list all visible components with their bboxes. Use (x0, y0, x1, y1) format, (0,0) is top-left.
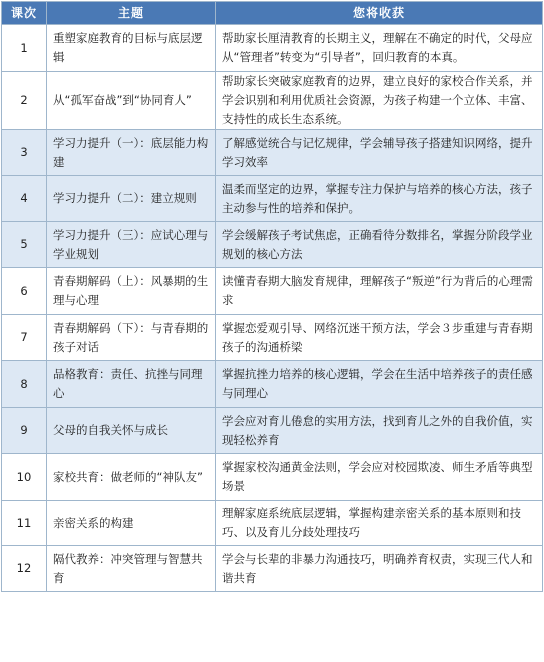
lesson-number-cell: 5 (2, 222, 47, 268)
table-row (2, 454, 543, 501)
gain-cell: 帮助家长厘清教育的长期主义，理解在不确定的时代，父母应从“管理者”转变为“引导者”，回归教育的本真。 (216, 25, 543, 72)
gain-cell: 掌握抗挫力培养的核心逻辑，学会在生活中培养孩子的责任感与同理心 (216, 361, 543, 408)
table-row (2, 315, 543, 361)
lesson-number-cell: 3 (2, 130, 47, 176)
gain-cell: 学会应对育儿倦怠的实用方法，找到育儿之外的自我价值，实现轻松养育 (216, 408, 543, 454)
course-table (1, 1, 543, 592)
gain-cell: 温柔而坚定的边界，掌握专注力保护与培养的核心方法，孩子主动参与性的培养和保护。 (216, 176, 543, 222)
table-row (2, 546, 543, 592)
gain-cell: 学会与长辈的非暴力沟通技巧，明确养育权责，实现三代人和谐共育 (216, 546, 543, 592)
lesson-number-cell: 8 (2, 361, 47, 408)
header-topic: 主题 (47, 2, 216, 25)
table-row (2, 501, 543, 546)
table-header-row (2, 2, 543, 25)
lesson-number-cell: 6 (2, 268, 47, 315)
lesson-number-cell: 12 (2, 546, 47, 592)
topic-cell: 青春期解码（上）：风暴期的生理与心理 (47, 268, 216, 315)
gain-cell: 理解家庭系统底层逻辑，掌握构建亲密关系的基本原则和技巧、以及育儿分歧处理技巧 (216, 501, 543, 546)
table-row (2, 361, 543, 408)
lesson-number-cell: 1 (2, 25, 47, 72)
lesson-number-cell: 11 (2, 501, 47, 546)
table-row (2, 25, 543, 72)
topic-cell: 父母的自我关怀与成长 (47, 408, 216, 454)
table-row (2, 176, 543, 222)
table-row (2, 408, 543, 454)
topic-cell: 品格教育：责任、抗挫与同理心 (47, 361, 216, 408)
table-row (2, 130, 543, 176)
topic-cell: 重塑家庭教育的目标与底层逻辑 (47, 25, 216, 72)
gain-cell: 掌握家校沟通黄金法则，学会应对校园欺凌、师生矛盾等典型场景 (216, 454, 543, 501)
header-gain: 您将收获 (216, 2, 543, 25)
lesson-number-cell: 2 (2, 72, 47, 130)
topic-cell: 学习力提升（三）：应试心理与学业规划 (47, 222, 216, 268)
topic-cell: 从“孤军奋战”到“协同育人” (47, 72, 216, 130)
topic-cell: 学习力提升（一）：底层能力构建 (47, 130, 216, 176)
lesson-number-cell: 9 (2, 408, 47, 454)
lesson-number-cell: 10 (2, 454, 47, 501)
lesson-number-cell: 4 (2, 176, 47, 222)
gain-cell: 帮助家长突破家庭教育的边界，建立良好的家校合作关系，并学会识别和利用优质社会资源，为孩子构建一个立体、丰富、支持性的成长生态系统。 (216, 72, 543, 130)
topic-cell: 亲密关系的构建 (47, 501, 216, 546)
topic-cell: 隔代教养：冲突管理与智慧共育 (47, 546, 216, 592)
header-lesson-number: 课次 (2, 2, 47, 25)
table-row (2, 222, 543, 268)
topic-cell: 学习力提升（二）：建立规则 (47, 176, 216, 222)
lesson-number-cell: 7 (2, 315, 47, 361)
gain-cell: 了解感觉统合与记忆规律，学会辅导孩子搭建知识网络，提升学习效率 (216, 130, 543, 176)
gain-cell: 学会缓解孩子考试焦虑，正确看待分数排名，掌握分阶段学业规划的核心方法 (216, 222, 543, 268)
gain-cell: 读懂青春期大脑发育规律，理解孩子“叛逆”行为背后的心理需求 (216, 268, 543, 315)
table-row (2, 268, 543, 315)
gain-cell: 掌握恋爱观引导、网络沉迷干预方法，学会３步重建与青春期孩子的沟通桥梁 (216, 315, 543, 361)
table-row (2, 72, 543, 130)
topic-cell: 家校共育：做老师的“神队友” (47, 454, 216, 501)
topic-cell: 青春期解码（下）：与青春期的孩子对话 (47, 315, 216, 361)
